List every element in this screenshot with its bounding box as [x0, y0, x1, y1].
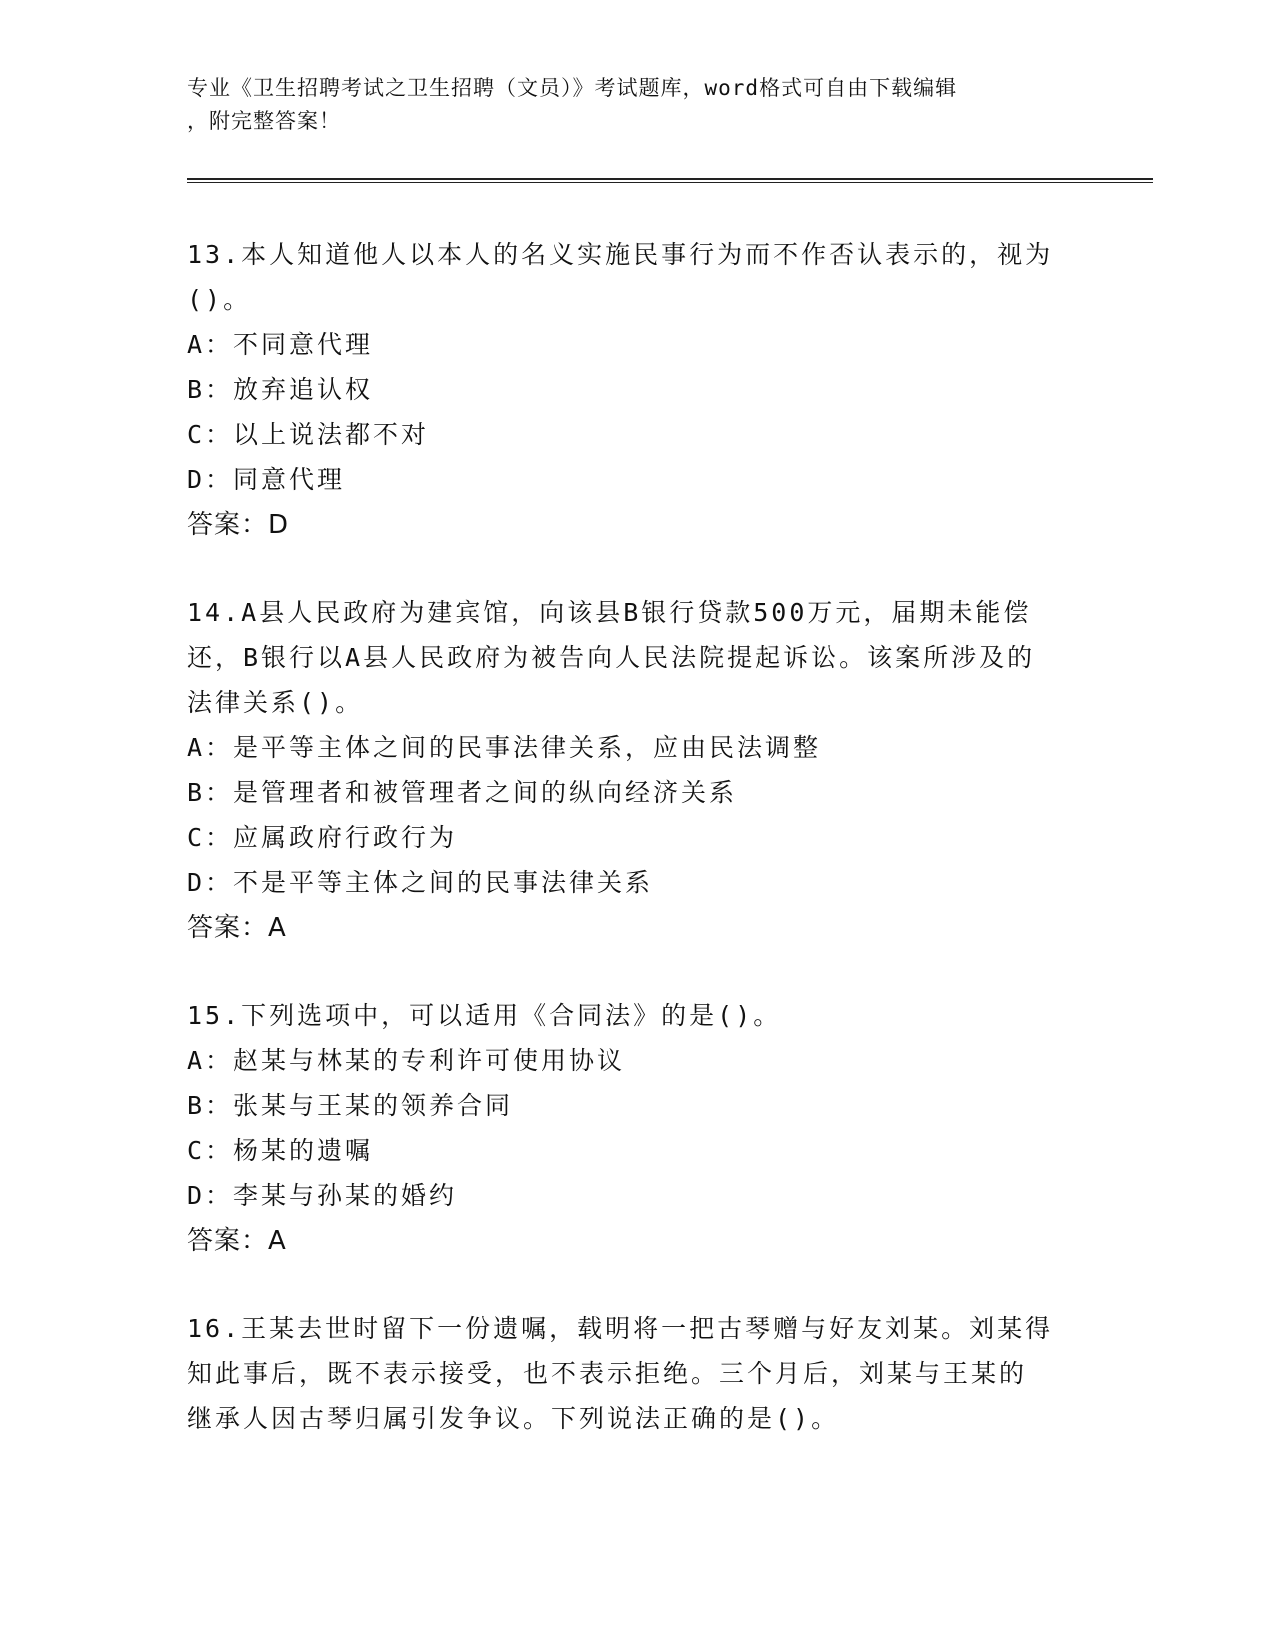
- option-d: D：李某与孙某的婚约: [187, 1181, 458, 1210]
- question-13: [187, 232, 1087, 548]
- option-a: A：是平等主体之间的民事法律关系，应由民法调整: [187, 733, 822, 762]
- question-16: [187, 1306, 1087, 1441]
- header-line-2: ，附完整答案！: [187, 109, 341, 133]
- stem-line: 继承人因古琴归属引发争议。下列说法正确的是()。: [187, 1404, 840, 1433]
- option-c: C：以上说法都不对: [187, 420, 430, 449]
- answer-line: 答案：D: [187, 510, 290, 540]
- stem-line: ()。: [187, 285, 252, 314]
- stem-line: 15.下列选项中，可以适用《合同法》的是()。: [187, 1001, 782, 1030]
- option-b: B：是管理者和被管理者之间的纵向经济关系: [187, 778, 738, 807]
- stem-line: 还，B银行以A县人民政府为被告向人民法院提起诉讼。该案所涉及的: [187, 643, 1036, 672]
- stem-line: 14.A县人民政府为建宾馆，向该县B银行贷款500万元，届期未能偿: [187, 598, 1032, 627]
- document-header: [187, 72, 1087, 138]
- stem-line: 16.王某去世时留下一份遗嘱，载明将一把古琴赠与好友刘某。刘某得: [187, 1314, 1054, 1343]
- question-stem: [187, 993, 1087, 1038]
- header-line-1: 专业《卫生招聘考试之卫生招聘（文员）》考试题库，word格式可自由下载编辑: [187, 76, 958, 100]
- option-d: D：同意代理: [187, 465, 346, 494]
- question-15: [187, 993, 1087, 1264]
- question-stem: [187, 1306, 1087, 1441]
- option-b: B：放弃追认权: [187, 375, 374, 404]
- question-14: [187, 590, 1087, 951]
- option-a: A：赵某与林某的专利许可使用协议: [187, 1046, 626, 1075]
- stem-line: 13.本人知道他人以本人的名义实施民事行为而不作否认表示的，视为: [187, 240, 1054, 269]
- stem-line: 知此事后，既不表示接受，也不表示拒绝。三个月后，刘某与王某的: [187, 1359, 1028, 1388]
- question-stem: [187, 232, 1087, 322]
- option-c: C：应属政府行政行为: [187, 823, 458, 852]
- option-c: C：杨某的遗嘱: [187, 1136, 374, 1165]
- answer-line: 答案：A: [187, 913, 287, 943]
- stem-line: 法律关系()。: [187, 688, 364, 717]
- question-list: [187, 232, 1087, 1483]
- option-a: A：不同意代理: [187, 330, 374, 359]
- header-divider: [187, 178, 1153, 183]
- question-stem: [187, 590, 1087, 725]
- answer-line: 答案：A: [187, 1226, 287, 1256]
- option-d: D：不是平等主体之间的民事法律关系: [187, 868, 654, 897]
- option-b: B：张某与王某的领养合同: [187, 1091, 514, 1120]
